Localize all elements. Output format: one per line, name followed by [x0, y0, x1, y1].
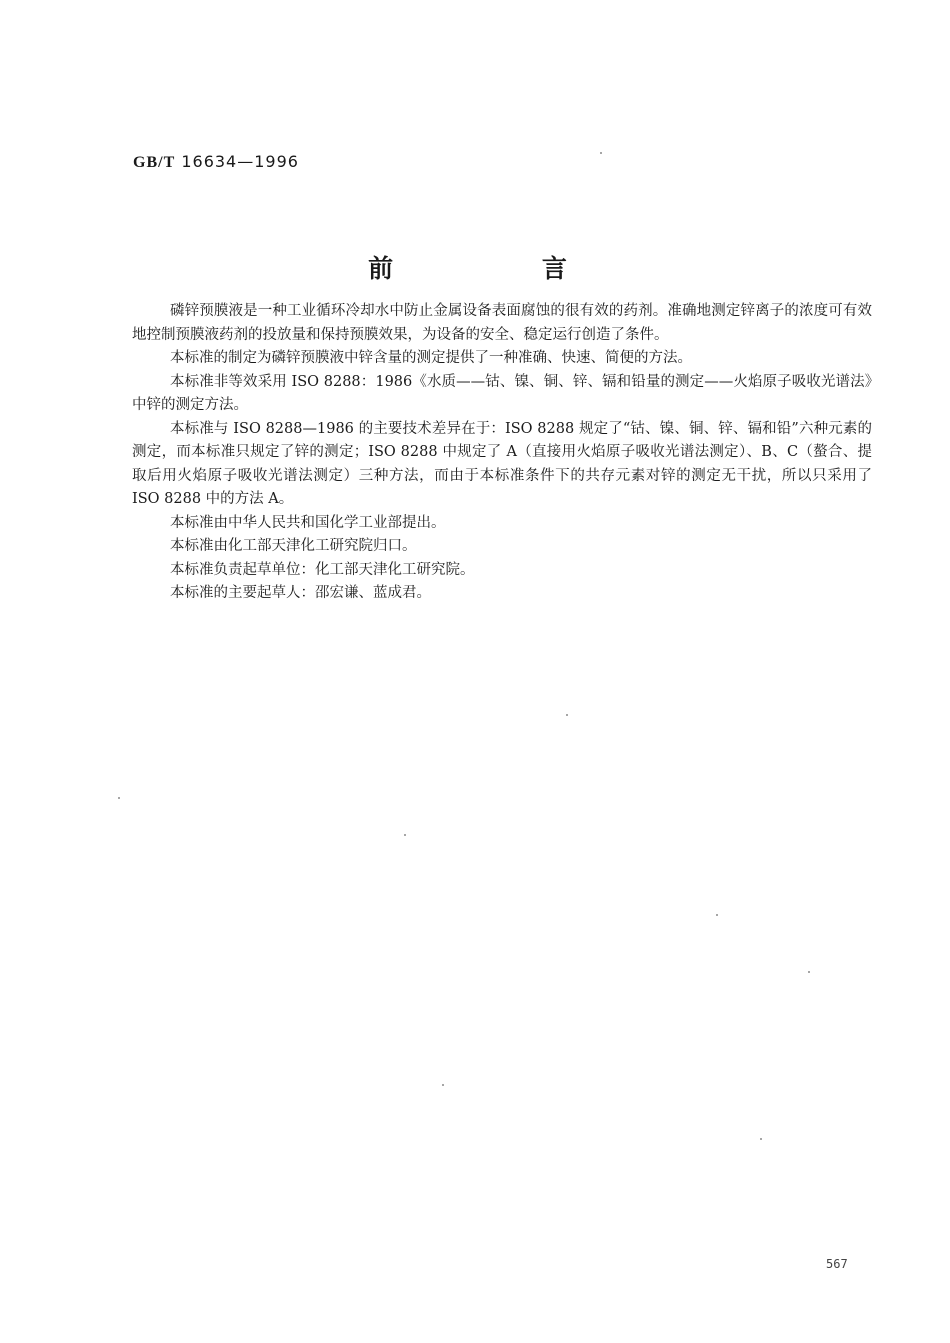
scan-speck — [404, 834, 406, 836]
page-title: 前 言 — [368, 254, 637, 283]
paragraph-proposer: 本标准由中华人民共和国化学工业部提出。 — [170, 514, 446, 531]
scan-speck — [600, 152, 602, 154]
scan-speck — [760, 1138, 762, 1140]
paragraph-drafters: 本标准的主要起草人：邵宏谦、蓝成君。 — [170, 585, 431, 601]
paragraph-scope: 本标准的制定为磷锌预膜液中锌含量的测定提供了一种准确、快速、简便的方法。 — [170, 350, 692, 366]
standard-prefix: GB/T — [133, 154, 176, 171]
scan-speck — [442, 1084, 444, 1086]
paragraph-drafting-unit: 本标准负责起草单位：化工部天津化工研究院。 — [170, 561, 475, 578]
paragraph-differences: 本标准与 ISO 8288—1986 的主要技术差异在于：ISO 8288 规定了“钴、镍、铜、锌、镉和铅”六种元素的测定，而本标准只规定了锌的测定；ISO 8288 中规定了 A（直接用火焰原子吸收光谱法测定）、B、C（螯合、提取后用火焰原子吸收光谱法测定）三种方法，而由于本标准条件下的共存元素对锌的测定无干扰，所以只采用了 ISO 8288 中的方法 A。 — [132, 420, 872, 507]
paragraph-adoption: 本标准非等效采用 ISO 8288：1986《水质——钴、镍、铜、锌、镉和铅量的测定——火焰原子吸收光谱法》中锌的测定方法。 — [132, 373, 872, 413]
scan-speck — [566, 714, 568, 716]
standard-number — [133, 152, 299, 172]
scan-speck — [808, 971, 810, 973]
standard-code: 16634—1996 — [181, 152, 299, 171]
paragraph-centralized: 本标准由化工部天津化工研究院归口。 — [170, 538, 417, 554]
foreword-body — [132, 300, 872, 606]
paragraph-purpose: 磷锌预膜液是一种工业循环冷却水中防止金属设备表面腐蚀的很有效的药剂。准确地测定锌离子的浓度可有效地控制预膜液药剂的投放量和保持预膜效果，为设备的安全、稳定运行创造了条件。 — [132, 303, 872, 343]
scan-speck — [716, 914, 718, 916]
scan-speck — [118, 797, 120, 799]
page-number: 567 — [826, 1257, 848, 1271]
